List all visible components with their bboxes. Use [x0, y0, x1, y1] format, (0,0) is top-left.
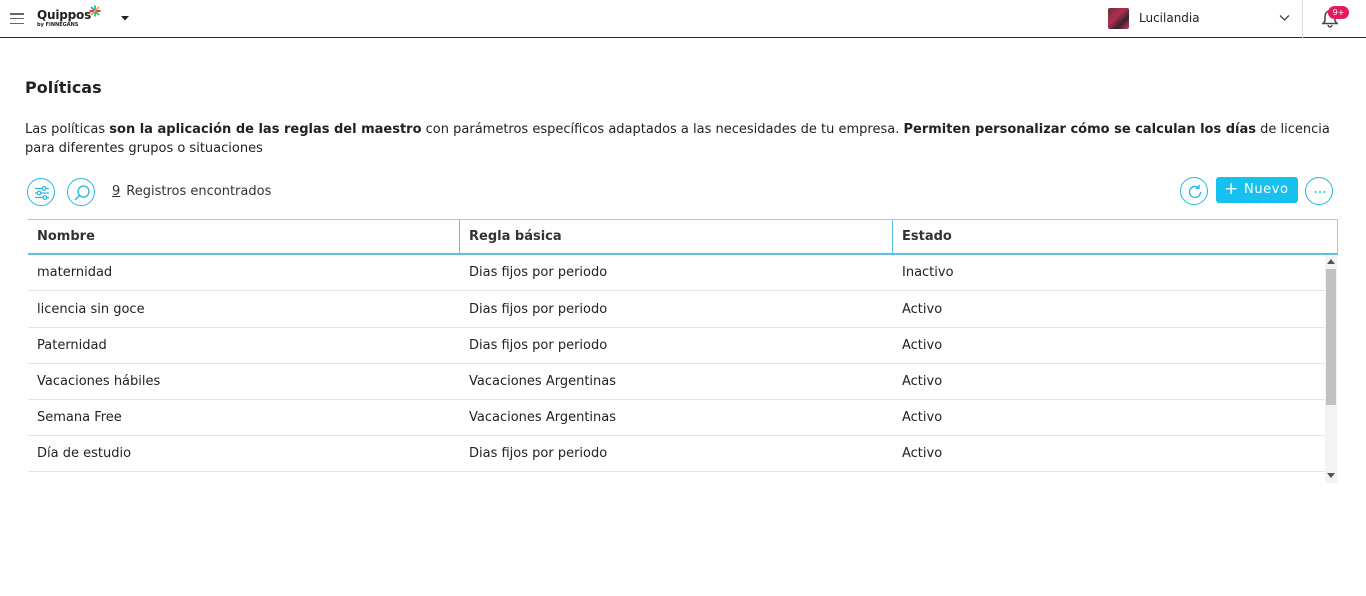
cell-nombre: maternidad: [37, 265, 113, 280]
topbar-divider: [1302, 0, 1303, 38]
company-avatar: [1108, 8, 1129, 29]
search-button[interactable]: [67, 178, 95, 206]
cell-regla: Dias fijos por periodo: [469, 338, 608, 353]
column-header-nombre[interactable]: Nombre: [37, 229, 95, 244]
records-count[interactable]: 9: [112, 184, 121, 199]
cell-estado: Inactivo: [902, 265, 954, 280]
description-bold-1: son la aplicación de las reglas del maestro: [109, 122, 422, 137]
records-found: [112, 184, 271, 199]
logo-star-icon: [89, 5, 101, 17]
cell-estado: Activo: [902, 446, 943, 461]
caret-down-icon[interactable]: [120, 14, 130, 22]
app-logo[interactable]: [37, 8, 103, 30]
scroll-down-arrow-icon[interactable]: [1327, 473, 1335, 478]
cell-regla: Dias fijos por periodo: [469, 265, 608, 280]
table-row[interactable]: [28, 328, 1325, 364]
table-row[interactable]: [28, 400, 1325, 436]
cell-nombre: Paternidad: [37, 338, 107, 353]
table-scrollbar[interactable]: [1325, 255, 1337, 483]
new-button-label: Nuevo: [1244, 182, 1289, 197]
cell-nombre: Vacaciones hábiles: [37, 374, 161, 389]
description-text-3: de licencia para diferentes grupos o situaciones: [25, 122, 1330, 156]
table-row[interactable]: [28, 255, 1325, 291]
cell-regla: Dias fijos por periodo: [469, 302, 608, 317]
table-row[interactable]: [28, 292, 1325, 328]
table-body: [28, 255, 1325, 483]
table-row[interactable]: [28, 436, 1325, 472]
records-label: Registros encontrados: [126, 184, 272, 199]
cell-nombre: Día de estudio: [37, 446, 132, 461]
cell-estado: Activo: [902, 338, 943, 353]
refresh-icon: [1186, 183, 1204, 201]
filter-button[interactable]: [27, 178, 55, 206]
description-bold-2: Permiten personalizar cómo se calculan los días: [903, 122, 1257, 137]
plus-icon: +: [1224, 179, 1239, 199]
hamburger-icon[interactable]: [10, 13, 24, 24]
table-row[interactable]: [28, 364, 1325, 400]
company-name: Lucilandia: [1139, 11, 1200, 25]
cell-estado: Activo: [902, 410, 943, 425]
sliders-icon: [33, 184, 51, 202]
search-icon: [73, 184, 91, 202]
table-header: [28, 219, 1338, 255]
company-selector[interactable]: [1108, 7, 1296, 31]
policies-table: [28, 219, 1338, 483]
notification-badge: 9+: [1328, 6, 1349, 19]
column-header-regla[interactable]: Regla básica: [469, 229, 562, 244]
refresh-button[interactable]: [1180, 177, 1208, 205]
cell-nombre: Semana Free: [37, 410, 122, 425]
column-header-estado[interactable]: Estado: [902, 229, 952, 244]
chevron-down-icon: [1279, 14, 1290, 22]
column-divider: [1337, 220, 1338, 254]
ellipsis-icon: [1311, 183, 1329, 201]
page-description: [25, 120, 1335, 158]
scroll-up-arrow-icon[interactable]: [1327, 259, 1335, 264]
cell-regla: Vacaciones Argentinas: [469, 374, 617, 389]
cell-estado: Activo: [902, 374, 943, 389]
scrollbar-thumb[interactable]: [1326, 269, 1336, 405]
logo-text: Quippos: [37, 8, 92, 22]
cell-regla: Dias fijos por periodo: [469, 446, 608, 461]
page-title: Políticas: [25, 78, 102, 97]
top-bar: [0, 0, 1366, 38]
new-button[interactable]: [1216, 177, 1298, 203]
cell-regla: Vacaciones Argentinas: [469, 410, 617, 425]
logo-subtext: by FINNEGANS: [37, 22, 79, 28]
cell-nombre: licencia sin goce: [37, 302, 145, 317]
description-text-1: Las políticas: [25, 122, 110, 137]
description-text-2: con parámetros específicos adaptados a las necesidades de tu empresa.: [421, 122, 904, 137]
cell-estado: Activo: [902, 302, 943, 317]
more-options-button[interactable]: [1305, 177, 1333, 205]
